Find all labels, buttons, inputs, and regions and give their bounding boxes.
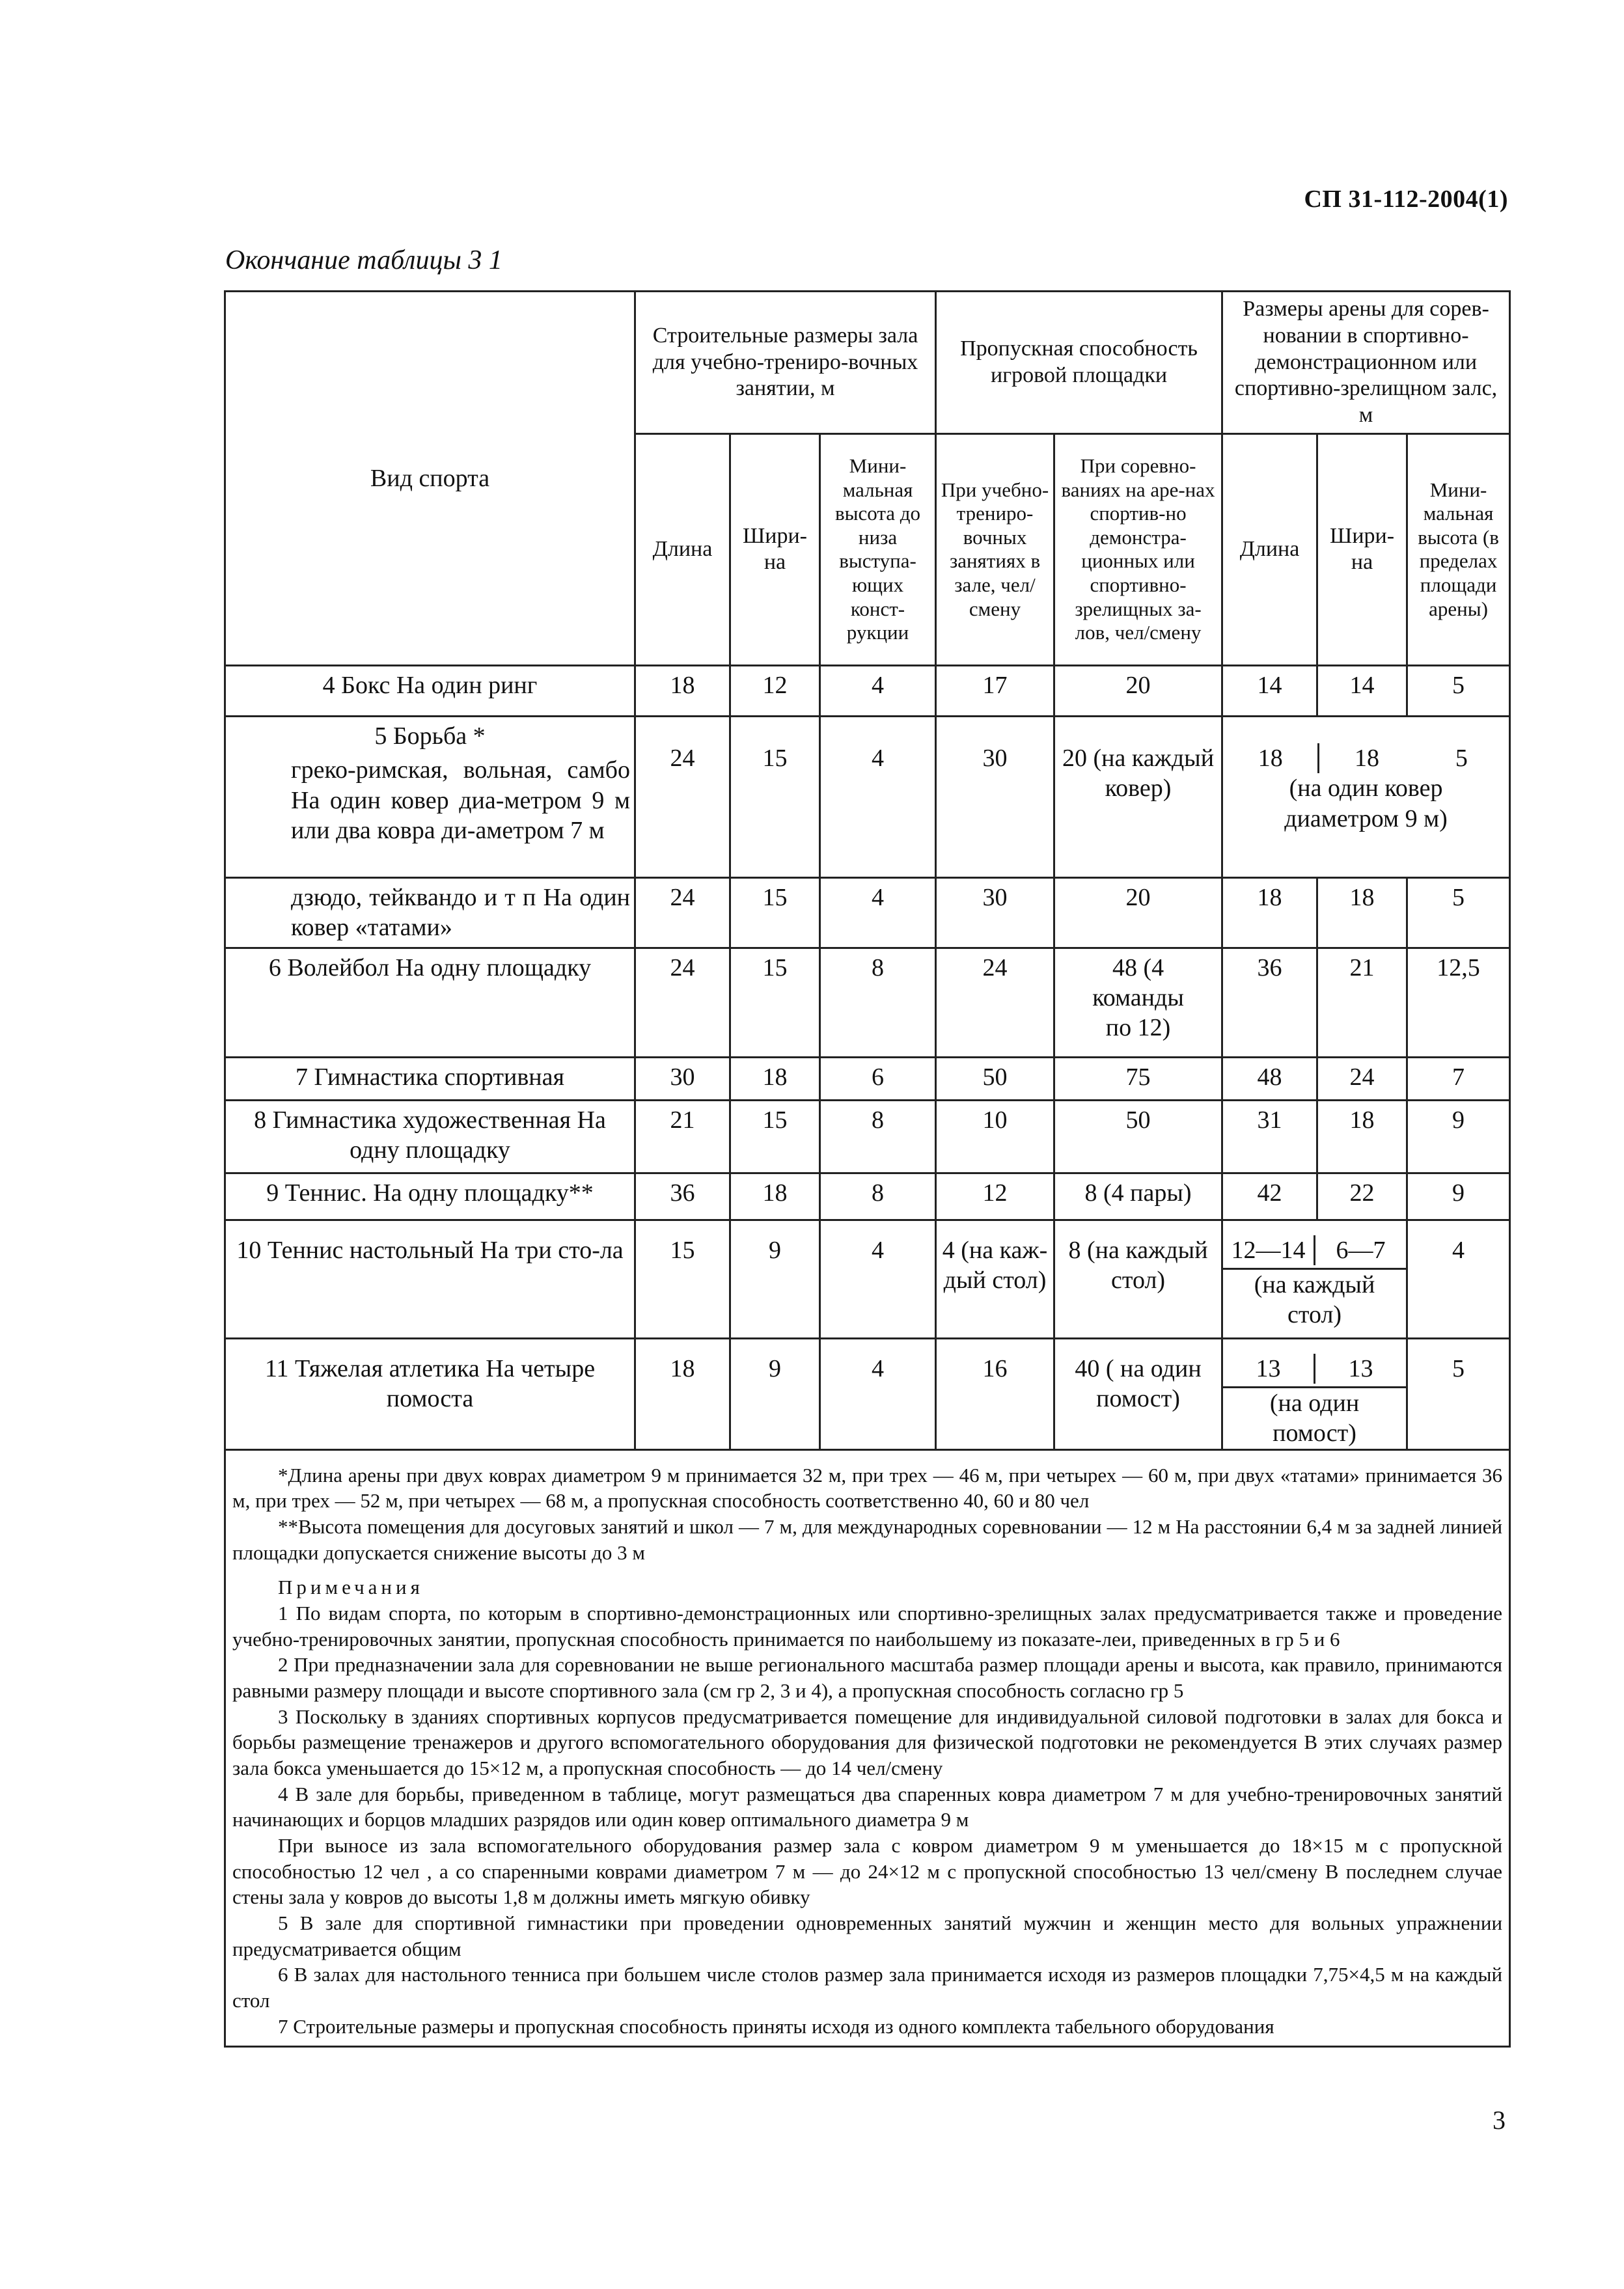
cell: 18	[730, 1057, 820, 1100]
arena-length: 12—14	[1223, 1235, 1315, 1265]
cell: 48 (4 команды по 12)	[1054, 948, 1222, 1057]
cell: 15	[730, 1100, 820, 1173]
arena-note: (на один ковер диаметром 9 м)	[1284, 774, 1448, 832]
cell: 20	[1054, 665, 1222, 716]
note-item: 3 Поскольку в зданиях спортивных корпусов предусматривается помещение для индивидуальной силовой подготовки в залах для бокса и борьбы размещение тренажеров и другого вспомогательного оборудования для физической подготовки не рекомендуется В этих случаях размер зала бокса уменьшается до 15×12 м, а пропускная способность — до 14 чел/смену	[232, 1705, 1503, 1780]
cell: 24	[1317, 1057, 1407, 1100]
cell: 24	[635, 948, 730, 1057]
table-row	[225, 877, 1510, 948]
cell: 21	[1317, 948, 1407, 1057]
arena-length: 18	[1258, 744, 1283, 772]
cell: 9	[1407, 1100, 1510, 1173]
cell: 6	[820, 1057, 936, 1100]
cell: 36	[1222, 948, 1317, 1057]
cell: 16	[936, 1338, 1054, 1449]
cell: 18	[635, 1338, 730, 1449]
subheader-training-capacity: При учебно-трениро-вочных занятиях в зале, чел/ смену	[936, 433, 1054, 665]
cell: 48	[1222, 1057, 1317, 1100]
footnote: *Длина арены при двух коврах диаметром 9 м принимается 32 м, при трех — 46 м, при четырех — 60 м, при двух «татами» принимается 36 м, при трех — 52 м, при четырех — 68 м, а пропускная способность соответственно 40, 60 и 80 чел	[232, 1463, 1503, 1513]
group-capacity-header: Пропускная способность игровой площадки	[936, 292, 1222, 434]
arena-length: 13	[1223, 1354, 1315, 1384]
footnote: **Высота помещения для досуговых занятий и школ — 7 м, для международных соревновании — 12 м На расстоянии 6,4 м за задней линией площадки допускается снижение высоты до 3 м	[232, 1515, 1503, 1564]
cell: 50	[1054, 1100, 1222, 1173]
sport-name: 7 Гимнастика спортивная	[225, 1057, 635, 1100]
cell: 8	[820, 948, 936, 1057]
sport-name: дзюдо, тейквандо и т п На один ковер «татами»	[225, 877, 635, 948]
arena-height: 5	[1455, 744, 1468, 772]
arena-note: (на каждый стол)	[1254, 1270, 1375, 1329]
cell: 5	[1407, 665, 1510, 716]
cell: 4	[820, 877, 936, 948]
cell: 8 (на каждый стол)	[1054, 1220, 1222, 1338]
cell: 4	[1407, 1220, 1510, 1338]
group-arena-size-header: Размеры арены для сорев-новании в спортивно-демонстрационном или спортивно-зрелищном залс, м	[1222, 292, 1510, 434]
table-row	[225, 1220, 1510, 1338]
subheader-arena-length: Длина	[1222, 433, 1317, 665]
cell: 18	[1317, 1100, 1407, 1173]
note-item: 5 В зале для спортивной гимнастики при проведении одновременных занятий мужчин и женщин место для вольных упражнении предусматривается общим	[232, 1912, 1503, 1960]
cell: 9	[730, 1220, 820, 1338]
cell: 30	[635, 1057, 730, 1100]
table-caption: Окончание таблицы 3 1	[225, 245, 502, 275]
cell: 20	[1054, 877, 1222, 948]
cell: 24	[936, 948, 1054, 1057]
note-item: 7 Строительные размеры и пропускная способность приняты исходя из одного комплекта табельного оборудования	[278, 2014, 1274, 2038]
subheader-min-height: Мини-мальная высота до низа выступа-ющих конст-рукции	[820, 433, 936, 665]
note-item: При выносе из зала вспомогательного оборудования размер зала с ковром диаметром 9 м уменьшается до 18×15 м с пропускной способностью 12 чел , а со спаренными коврами диаметром 7 м — до 24×12 м с пропускной способностью 13 чел/смену В последнем случае стены зала у ковров до высоты 1,8 м должны иметь мягкую обивку	[232, 1834, 1503, 1909]
subheader-competition-capacity: При соревно-ваниях на аре-нах спортив-но демонстра-ционных или спортивно-зрелищных за-лов, чел/смену	[1054, 433, 1222, 665]
cell: 36	[635, 1173, 730, 1220]
table-row	[225, 948, 1510, 1057]
cell: 14	[1222, 665, 1317, 716]
col-sport-header: Вид спорта	[225, 292, 635, 666]
cell: 4	[820, 1338, 936, 1449]
arena-merged-cell	[1222, 1338, 1407, 1449]
cell: 18	[730, 1173, 820, 1220]
cell: 24	[635, 716, 730, 877]
cell: 4 (на каж-дый стол)	[936, 1220, 1054, 1338]
cell: 8	[820, 1173, 936, 1220]
cell: 4	[820, 665, 936, 716]
cell: 15	[730, 716, 820, 877]
cell: 14	[1317, 665, 1407, 716]
subheader-width: Шири-на	[730, 433, 820, 665]
cell: 15	[730, 877, 820, 948]
cell: 42	[1222, 1173, 1317, 1220]
notes-cell	[225, 1449, 1510, 2047]
sport-name: 11 Тяжелая атлетика На четыре помоста	[225, 1338, 635, 1449]
sport-name: 4 Бокс На один ринг	[225, 665, 635, 716]
table-row	[225, 1057, 1510, 1100]
cell: 75	[1054, 1057, 1222, 1100]
cell: 9	[1407, 1173, 1510, 1220]
cell: 20 (на каждый ковер)	[1054, 716, 1222, 877]
cell: 50	[936, 1057, 1054, 1100]
cell: 22	[1317, 1173, 1407, 1220]
sport-name: 8 Гимнастика художественная На одну площадку	[225, 1100, 635, 1173]
table-row	[225, 1100, 1510, 1173]
cell: 5	[1407, 1338, 1510, 1449]
document-code: СП 31-112-2004(1)	[1304, 185, 1508, 213]
note-item: 6 В залах для настольного тенниса при большем числе столов размер зала принимается исходя из размеров площадки 7,75×4,5 м на каждый стол	[232, 1963, 1503, 2012]
sport-name: 6 Волейбол На одну площадку	[225, 948, 635, 1057]
arena-width: 18	[1317, 743, 1414, 773]
page-number: 3	[1493, 2105, 1506, 2135]
notes-title: Примечания	[278, 1576, 424, 1599]
subheader-arena-width: Шири-на	[1317, 433, 1407, 665]
cell: 30	[936, 877, 1054, 948]
sport-name: 9 Теннис. На одну площадку**	[225, 1173, 635, 1220]
arena-width: 6—7	[1336, 1236, 1386, 1264]
cell: 12,5	[1407, 948, 1510, 1057]
cell: 30	[936, 716, 1054, 877]
group-hall-size-header: Строительные размеры зала для учебно-трениро-вочных занятии, м	[635, 292, 936, 434]
notes-row	[225, 1449, 1510, 2047]
sport-name: 10 Теннис настольный На три сто-ла	[225, 1220, 635, 1338]
subheader-arena-min-height: Мини-мальная высота (в пределах площади арены)	[1407, 433, 1510, 665]
sport-name: 5 Борьба *	[225, 716, 635, 751]
cell: 18	[1317, 877, 1407, 948]
note-item: 4 В зале для борьбы, приведенном в таблице, могут размещаться два спаренных ковра диаметром 7 м для учебно-тренировочных занятий начинающих и борцов младших разрядов или один ковер оптимального диаметра 9 м	[232, 1782, 1503, 1831]
cell: 18	[1222, 877, 1317, 948]
cell: 24	[635, 877, 730, 948]
cell: 15	[730, 948, 820, 1057]
cell: 12	[936, 1173, 1054, 1220]
cell: 21	[635, 1100, 730, 1173]
table-row	[225, 716, 1510, 751]
arena-note: (на один помост)	[1269, 1389, 1360, 1447]
cell: 8 (4 пары)	[1054, 1173, 1222, 1220]
arena-merged-cell	[1222, 716, 1510, 877]
cell: 8	[820, 1100, 936, 1173]
cell: 10	[936, 1100, 1054, 1173]
arena-merged-cell	[1222, 1220, 1407, 1338]
cell: 18	[635, 665, 730, 716]
table-row	[225, 1338, 1510, 1449]
note-item: 2 При предназначении зала для соревновании не выше регионального масштаба размер площади арены и высота, как правило, принимаются равными размеру площади и высоте спортивного зала (см гр 2, 3 и 4), а пропускная способность согласно гр 5	[232, 1653, 1503, 1703]
cell: 15	[635, 1220, 730, 1338]
arena-width: 13	[1348, 1354, 1373, 1382]
cell: 5	[1407, 877, 1510, 948]
cell: 40 ( на один помост)	[1054, 1338, 1222, 1449]
sports-table	[224, 290, 1511, 2048]
cell: 7	[1407, 1057, 1510, 1100]
table-row	[225, 665, 1510, 716]
table-row	[225, 1173, 1510, 1220]
cell: 4	[820, 716, 936, 877]
cell: 4	[820, 1220, 936, 1338]
note-item: 1 По видам спорта, по которым в спортивно-демонстрационных или спортивно-зрелищных залах предусматривается также и проведение учебно-тренировочных занятии, пропускная способность принимается по наибольшему из показате-леи, приведенных в гр 5 и 6	[232, 1602, 1503, 1651]
cell: 17	[936, 665, 1054, 716]
cell: 12	[730, 665, 820, 716]
cell: 31	[1222, 1100, 1317, 1173]
subheader-length: Длина	[635, 433, 730, 665]
cell: 9	[730, 1338, 820, 1449]
sport-name: греко-римская, вольная, самбо На один ковер диа-метром 9 м или два ковра ди-аметром 7 м	[225, 751, 635, 877]
